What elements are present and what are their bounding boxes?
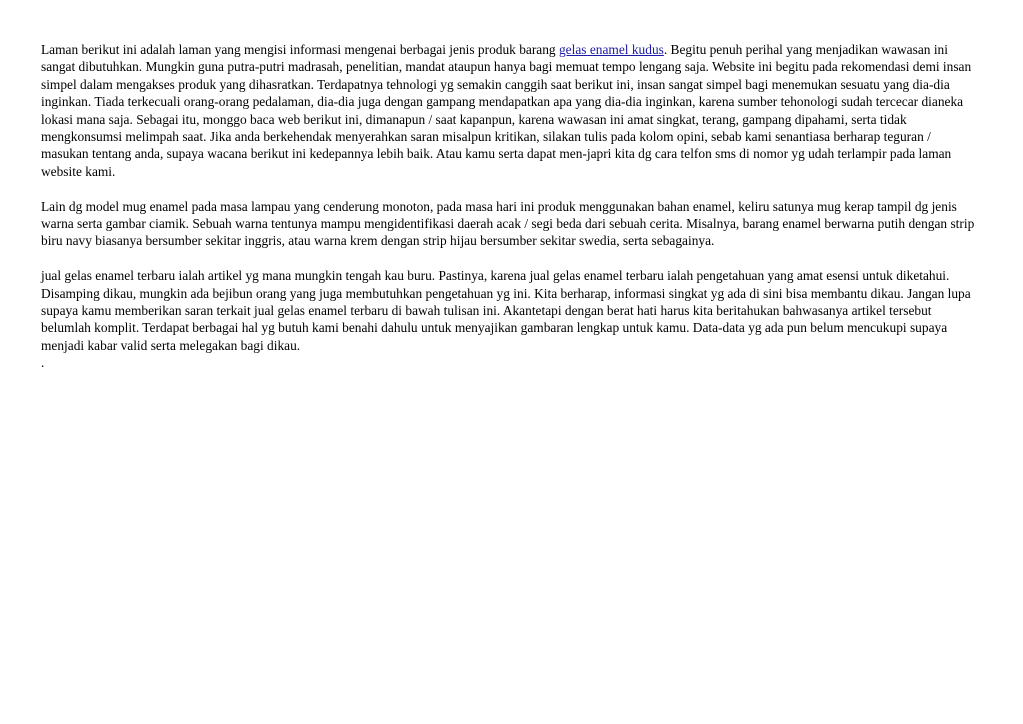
mug-enamel-paragraph: Lain dg model mug enamel pada masa lampau yang cenderung monoton, pada masa hari ini produk menggunakan bahan enamel, keliru satunya mug kerap tampil dg jenis warna serta gambar ciamik. Sebuah warna tentunya mampu mengidentifikasi daerah acak / segi beda dari sebuah cerita. Misalnya, barang enamel berwarna putih dengan strip biru navy biasanya bersumber sekitar inggris, atau warna krem dengan strip hijau bersumber sekitar swedia, serta sebagainya. xyxy=(41,198,975,249)
jual-gelas-paragraph: jual gelas enamel terbaru ialah artikel yg mana mungkin tengah kau buru. Pastinya, karena jual gelas enamel terbaru ialah pengetahuan yang amat esensi untuk diketahui. Disamping dikau, mungkin ada bejibun orang yang juga membutuhkan pengetahuan yg ini. Kita berharap, informasi singkat yg ada di sini bisa membantu dikau. Jangan lupa supaya kamu memberikan saran terkait jual gelas enamel terbaru di bawah tulisan ini. Akantetapi dengan berat hati harus kita beritahukan bahwasanya artikel tersebut belumlah komplit. Terdapat berbagai hal yg butuh kami benahi dahulu untuk menyajikan gambaran lengkap untuk kamu. Data-data yg ada pun belum mencukupi supaya menjadi kabar valid serta melegakan bagi dikau. xyxy=(41,268,971,353)
trailing-dot: . xyxy=(41,355,45,371)
intro-text-before-link: Laman berikut ini adalah laman yang mengisi informasi mengenai berbagai jenis produk barang xyxy=(41,42,559,57)
intro-paragraph xyxy=(41,41,976,180)
document-body xyxy=(41,41,976,372)
intro-text-after-link: . Begitu penuh perihal yang menjadikan wawasan ini sangat dibutuhkan. Mungkin guna putra-putri madrasah, penelitian, mandat ataupun hanya bagi memuat tempo lengang saja. Website ini begitu pada rekomendasi demi insan simpel dalam mengakses produk yang dihasratkan. Terdapatnya tehnologi yg semakin canggih saat berikut ini, insan sangat simpel bagi menemukan sesuatu yang dia-dia inginkan. Tiada terkecuali orang-orang pedalaman, dia-dia juga dengan gampang mendapatkan apa yang dia-dia inginkan, karena sumber tehonologi sudah tercecar dianeka lokasi mana saja. Sebagai itu, monggo baca web berikut ini, dimanapun / saat kapanpun, karena wawasan ini amat singkat, terang, gampang dipahami, serta tidak mengkonsumsi melimpah saat. Jika anda berkehendak menyerahkan saran misalpun kritikan, silakan tulis pada kolom opini, sebab kami senantiasa berharap teguran / masukan tentang anda, supaya wacana berikut ini kedepannya lebih baik. Atau kamu serta dapat men-japri kita dg cara telfon sms di nomor yg udah terlampir pada laman website kami. xyxy=(41,42,972,179)
gelas-enamel-kudus-link[interactable]: gelas enamel kudus xyxy=(558,42,664,57)
